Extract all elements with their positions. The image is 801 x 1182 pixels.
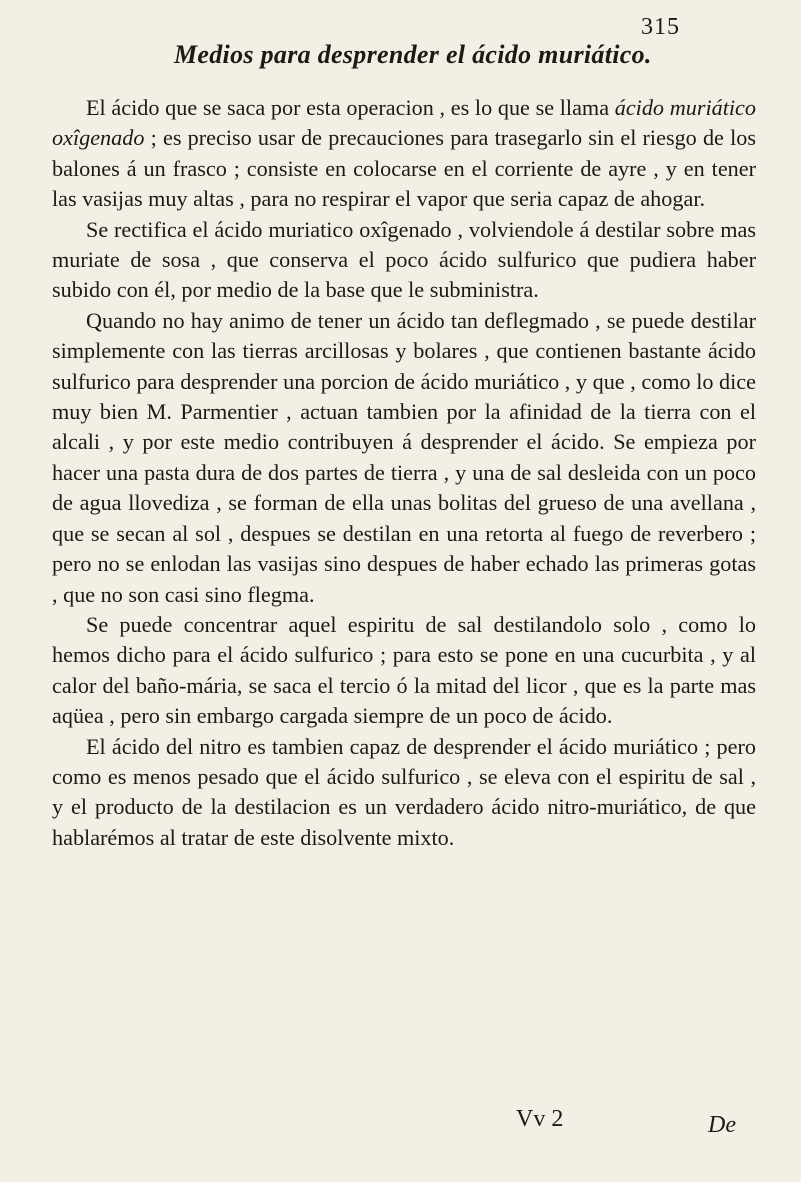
paragraph-3-text: Quando no hay animo de tener un ácido tan deflegmado , se puede destilar simplemente con las tierras arcillosas y bolares , que contienen bastante ácido sulfurico para desprender una porcion de ácido muriático , y que , como lo dice muy bien M. Parmentier , actuan tambien por la afinidad de la tierra con el alcali , y por este medio contribuyen á desprender el ácido. Se empieza por hacer una pasta dura de dos partes de tierra , y una de sal desleida con un poco de agua llovediza , se forman de ella unas bolitas del grueso de una avellana , que se secan al sol , despues se destilan en una retorta al fuego de reverbero ; pero no se enlodan las vasijas sino despues de haber echado las primeras gotas , que no son casi sino flegma.	[52, 307, 756, 607]
paragraph-4	[52, 610, 756, 732]
paragraph-4-text: Se puede concentrar aquel espiritu de sal destilandolo solo , como lo hemos dicho para el ácido sulfurico ; para esto se pone en una cucurbita , y al calor del baño-mária, se saca el tercio ó la mitad del licor , que es la parte mas aqüea , pero sin embargo cargada siempre de un poco de ácido.	[52, 611, 756, 729]
paragraph-2	[52, 215, 756, 306]
signature-mark: Vv 2	[516, 1106, 564, 1132]
paragraph-2-text: Se rectifica el ácido muriatico oxîgenado , volviendole á destilar sobre mas muriate de sosa , que conserva el poco ácido sulfurico que pudiera haber subido con él, por medio de la base que le subministra.	[52, 216, 756, 303]
body-text	[52, 93, 756, 853]
paragraph-1-text: El ácido que se saca por esta operacion , es lo que se llama	[86, 95, 615, 120]
running-title: Medios para desprender el ácido muriático.	[174, 40, 652, 69]
page-number: 315	[641, 14, 680, 40]
paragraph-1	[52, 93, 756, 215]
paragraph-5-text: El ácido del nitro es tambien capaz de desprender el ácido muriático ; pero como es menos pesado que el ácido sulfurico , se eleva con el espiritu de sal , y el producto de la destilacion es un verdadero ácido nitro-muriático, de que hablarémos al tratar de este disolvente mixto.	[52, 733, 756, 850]
paragraph-5	[52, 732, 756, 854]
catchword: De	[708, 1112, 736, 1138]
paragraph-1-emphasis: ácido muriático oxîgenado	[52, 95, 756, 151]
paragraph-3	[52, 306, 756, 610]
paragraph-1-text-end: ; es preciso usar de precauciones para trasegarlo sin el riesgo de los balones á un frasco ; consiste en colocarse en el corriente de ayre , y en tener las vasijas muy altas , para no respirar el vapor que seria capaz de ahogar.	[52, 125, 756, 212]
